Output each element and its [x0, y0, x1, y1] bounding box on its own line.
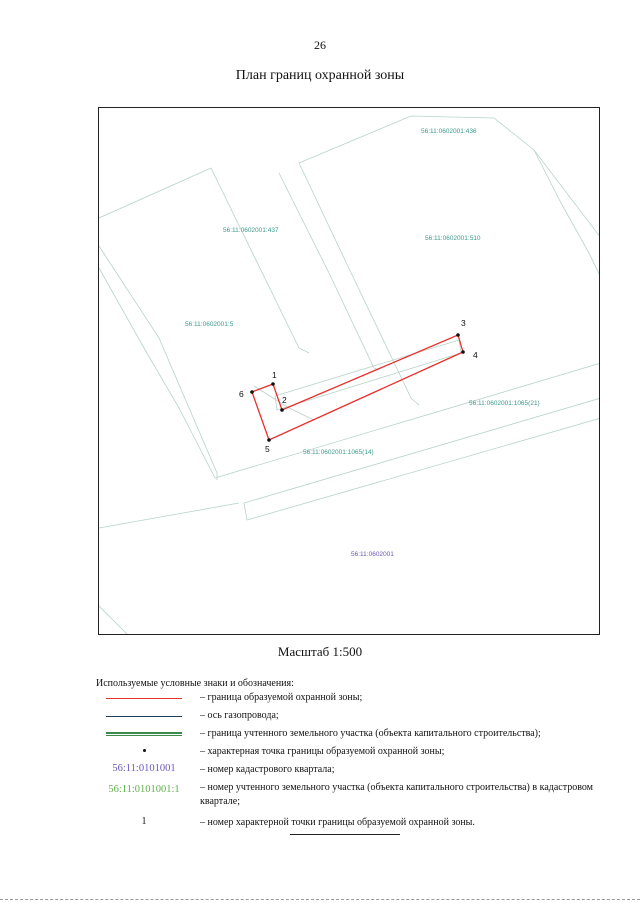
parcel-boundary — [244, 503, 247, 520]
legend-text: – номер учтенного земельного участка (объекта капитального строительства) в кадастровом квартале; — [200, 782, 594, 807]
boundary-point-dot — [271, 382, 275, 386]
parcel-boundary — [99, 246, 217, 480]
parcel-label: 56:11:0602001:1065(14) — [303, 449, 374, 456]
zone-boundary — [252, 335, 463, 440]
legend-item — [96, 763, 616, 781]
point-label: 3 — [461, 318, 466, 328]
page-bottom-edge — [0, 899, 640, 900]
legend-item — [96, 745, 616, 763]
parcel-label: 56:11:0602001:1065(21) — [469, 400, 540, 407]
parcel-boundary — [215, 363, 600, 478]
legend-text: – номер кадастрового квартала; — [200, 764, 335, 775]
kvartal-label: 56:11:0602001 — [351, 551, 394, 558]
cadastral-map — [98, 107, 600, 635]
parcel-boundary — [299, 163, 419, 405]
boundary-point-dot — [280, 408, 284, 412]
legend-text: – номер характерной точки границы образуемой охранной зоны. — [200, 817, 475, 828]
end-divider — [290, 834, 400, 835]
parcel-boundary — [247, 418, 600, 520]
parcel-boundary — [244, 398, 600, 503]
boundary-points — [250, 333, 465, 442]
green-line-symbol — [96, 727, 192, 741]
legend-text: – граница образуемой охранной зоны; — [200, 692, 363, 703]
point-label: 1 — [272, 370, 277, 380]
parcel-boundaries — [99, 116, 600, 635]
legend-heading: Используемые условные знаки и обозначения: — [96, 678, 294, 689]
dot-symbol — [96, 745, 192, 759]
boundary-point-dot — [267, 438, 271, 442]
parcel-boundary — [534, 150, 600, 278]
parcel-label: 56:11:0602001:510 — [425, 235, 481, 242]
page-title: План границ охранной зоны — [235, 68, 405, 83]
parcel-boundary — [99, 503, 239, 528]
point-number-symbol: 1 — [141, 816, 147, 827]
point-label: 4 — [473, 350, 478, 360]
legend-item — [96, 781, 616, 813]
legend-item — [96, 691, 616, 709]
map-scale: Масштаб 1:500 — [277, 644, 363, 659]
point-label: 5 — [265, 444, 270, 454]
legend-text: – ось газопровода; — [200, 710, 279, 721]
parcel-boundary — [275, 340, 461, 410]
point-label: 2 — [282, 395, 287, 405]
legend-text: – характерная точка границы образуемой охранной зоны; — [200, 746, 445, 757]
legend-item — [96, 709, 616, 727]
parcel-number-symbol: 56:11:0101001:1 — [108, 784, 180, 795]
map-drawing — [99, 108, 600, 635]
parcel-boundary — [99, 606, 129, 635]
red-line-symbol — [96, 691, 192, 705]
parcel-label: 56:11:0602001:436 — [421, 128, 477, 135]
boundary-point-dot — [461, 350, 465, 354]
blue-line-symbol — [96, 709, 192, 723]
kvartal-number-symbol: 56:11:0101001 — [112, 763, 176, 774]
page-number: 26 — [314, 38, 326, 52]
parcel-boundary — [99, 268, 215, 478]
parcel-label: 56:11:0602001:5 — [185, 321, 234, 328]
parcel-label: 56:11:0602001:437 — [223, 227, 279, 234]
parcel-boundary — [279, 173, 379, 370]
legend-text: – граница учтенного земельного участка (объекта капитального строительства); — [200, 728, 541, 739]
legend-item — [96, 727, 616, 745]
boundary-point-dot — [250, 390, 254, 394]
point-label: 6 — [239, 389, 244, 399]
legend-item — [96, 816, 616, 834]
boundary-point-dot — [456, 333, 460, 337]
